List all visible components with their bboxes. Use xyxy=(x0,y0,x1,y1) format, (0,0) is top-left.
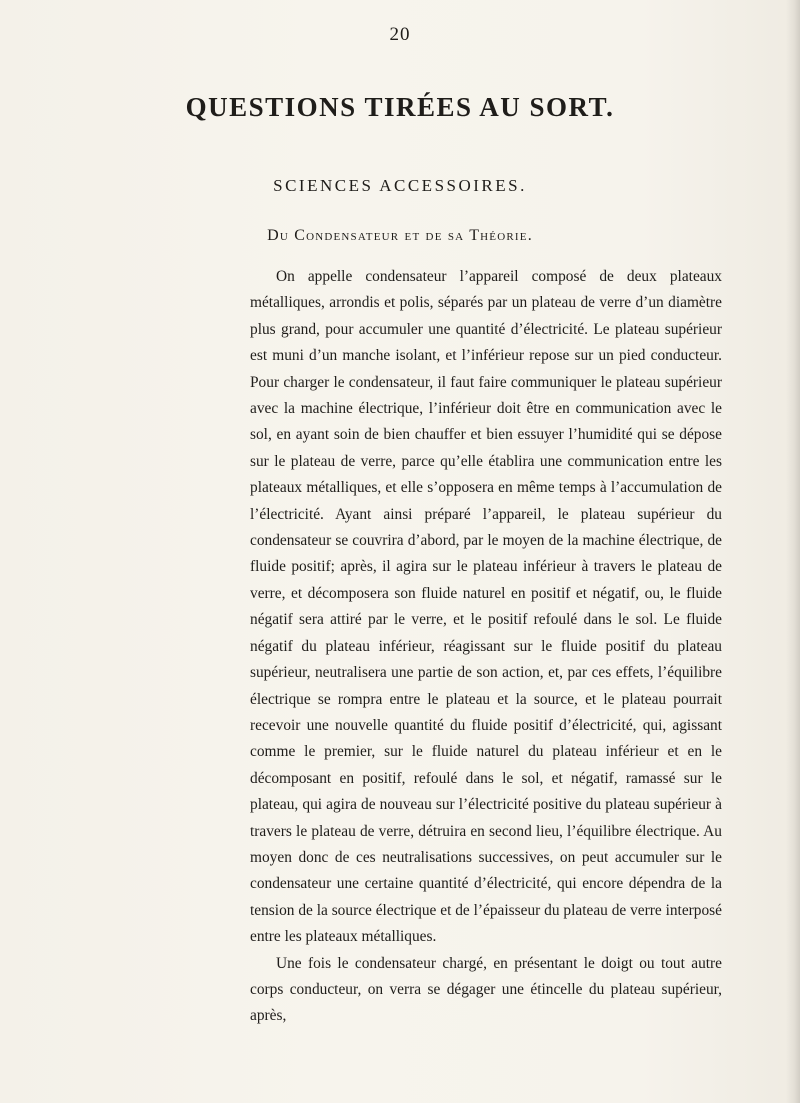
paragraph-1: On appelle condensateur l’appareil composé de deux plateaux métalliques, arrondis et polis, séparés par un plateau de verre d’un diamètre plus grand, pour accumuler une quantité d’électricité. Le plateau supérieur est muni d’un manche isolant, et l’inférieur repose sur un pied conducteur. Pour charger le condensateur, il faut faire communiquer le plateau supérieur avec la machine électrique, l’inférieur doit être en communication avec le sol, en ayant soin de bien chauffer et bien essuyer l’humidité qui se dépose sur le plateau de verre, parce qu’elle établira une communication entre les plateaux métalliques, et elle s’opposera en même temps à l’accumulation de l’électricité. Ayant ainsi préparé l’appareil, le plateau supérieur du condensateur se couvrira d’abord, par le moyen de la machine électrique, de fluide positif; après, il agira sur le plateau inférieur à travers le plateau de verre, et décomposera son fluide naturel en positif et négatif, ou, le fluide négatif sera attiré par le verre, et le positif refoulé dans le sol. Le fluide négatif du plateau inférieur, réagissant sur le fluide positif du plateau supérieur, neutralisera une partie de son action, et, par ces effets, l’équilibre électrique se rompra entre le plateau et la source, et le plateau pourrait recevoir une nouvelle quantité du fluide positif d’électricité, qui, agissant comme le premier, sur le fluide naturel du plateau inférieur et en le décomposant en positif, refoulé dans le sol, et négatif, ramassé sur le plateau, qui agira de nouveau sur l’électricité positive du plateau supérieur à travers le plateau de verre, détruira en second lieu, l’équilibre électrique. Au moyen donc de ces neutralisations successives, on peut accumuler sur le condensateur une certaine quantité d’électricité, qui encore dépendra de la tension de la source électrique et de l’épaisseur du plateau de verre interposé entre les plateaux métalliques. xyxy=(250,268,722,946)
chapter-title: QUESTIONS TIRÉES AU SORT. xyxy=(185,92,615,122)
page-number: 20 xyxy=(389,24,411,45)
subsection-title: Du Condensateur et de sa Théorie. xyxy=(267,227,533,244)
body-text xyxy=(250,264,722,1030)
paragraph-2: Une fois le condensateur chargé, en présentant le doigt ou tout autre corps conducteur, on verra se dégager une étincelle du plateau supérieur, après, xyxy=(250,954,722,1025)
section-title: SCIENCES ACCESSOIRES. xyxy=(273,176,527,195)
page-edge-shadow xyxy=(786,0,800,1103)
